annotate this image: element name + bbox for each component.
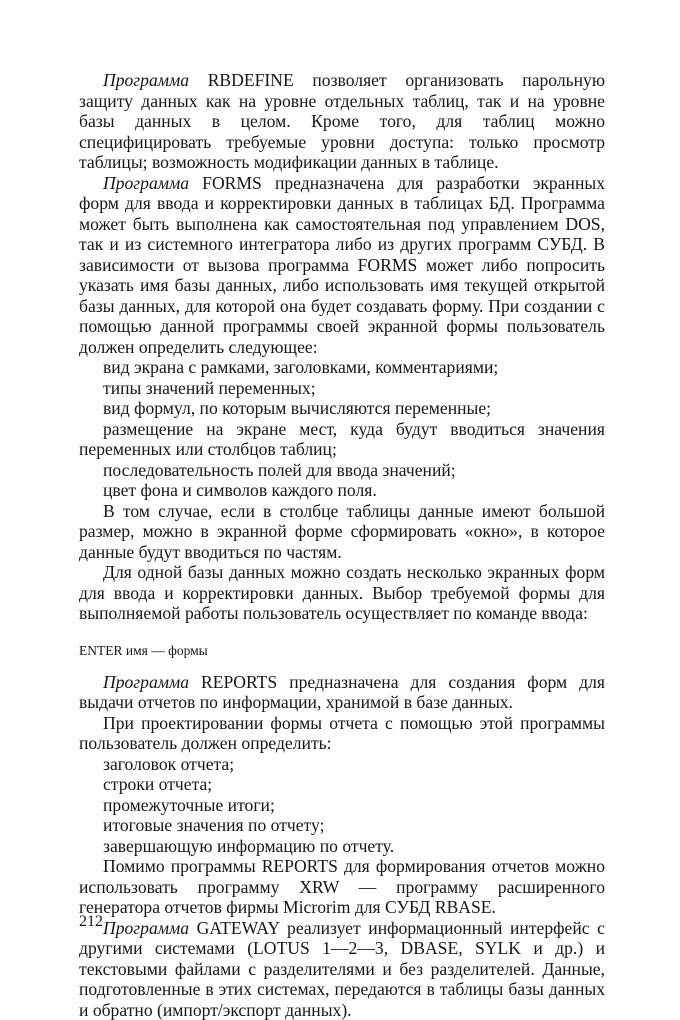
list-item: завершающую информацию по отчету. [79,836,605,857]
list-item: вид формул, по которым вычисляются переменные; [79,398,605,419]
paragraph-rbdefine [79,70,605,173]
italic-lead: Программа [103,672,189,692]
list-item: итоговые значения по отчету; [79,815,605,836]
command-example: ENTER имя — формы [79,641,605,661]
paragraph-multiple-forms: Для одной базы данных можно создать несколько экранных форм для ввода и корректировки данных. Выбор требуемой формы для выполняемой работы пользователь осуществляет по команде ввода: [79,562,605,624]
list-item: размещение на экране мест, куда будут вводиться значения переменных или столбцов таблиц; [79,419,605,460]
list-item: строки отчета; [79,774,605,795]
italic-lead: Программа [103,70,189,90]
paragraph-window: В том случае, если в столбце таблицы данные имеют большой размер, можно в экранной форме сформировать «окно», в которое данные будут вводиться по частям. [79,501,605,563]
list-item: вид экрана с рамками, заголовками, комментариями; [79,357,605,378]
list-item: цвет фона и символов каждого поля. [79,480,605,501]
paragraph-text: GATEWAY реализует информационный интерфейс с другими системами (LOTUS 1—2—3, DBASE, SYLK и др.) и текстовыми файлами с разделителями и без разделителей. Данные, подготовленные в этих системах, передаются в таблицы базы данных и обратно (импорт/экспорт данных). [79,918,605,1020]
list-item: последовательность полей для ввода значений; [79,460,605,481]
paragraph-reports [79,672,605,713]
page-body-text [79,70,605,1020]
italic-lead: Программа [103,918,189,938]
paragraph-text: REPORTS предназначена для создания форм для выдачи отчетов по информации, хранимой в базе данных. [79,672,605,713]
paragraph-text: RBDEFINE позволяет организовать парольную защиту данных как на уровне отдельных таблиц, так и на уровне базы данных в целом. Кроме того, для таблиц можно специфицировать требуемые уровни доступа: только просмотр таблицы; возможность модификации данных в таблице. [79,70,605,172]
paragraph-gateway [79,918,605,1020]
list-item: промежуточные итоги; [79,795,605,816]
list-item: заголовок отчета; [79,754,605,775]
list-item: типы значений переменных; [79,378,605,399]
italic-lead: Программа [103,173,189,193]
paragraph-report-design: При проектировании формы отчета с помощью этой программы пользователь должен определить: [79,713,605,754]
paragraph-text: FORMS предназначена для разработки экранных форм для ввода и корректировки данных в таблицах БД. Программа может быть выполнена как самостоятельная под управлением DOS, так и из системного интегратора либо из других программ СУБД. В зависимости от вызова программа FORMS может либо попросить указать имя базы данных, либо использовать имя текущей открытой базы данных, для которой она будет создавать форму. При создании с помощью данной программы своей экранной формы пользователь должен определить следующее: [79,173,605,357]
page-number: 212 [79,913,103,931]
paragraph-forms [79,173,605,358]
paragraph-xrw: Помимо программы REPORTS для формирования отчетов можно использовать программу XRW — программу расширенного генератора отчетов фирмы Microrim для СУБД RBASE. [79,856,605,918]
